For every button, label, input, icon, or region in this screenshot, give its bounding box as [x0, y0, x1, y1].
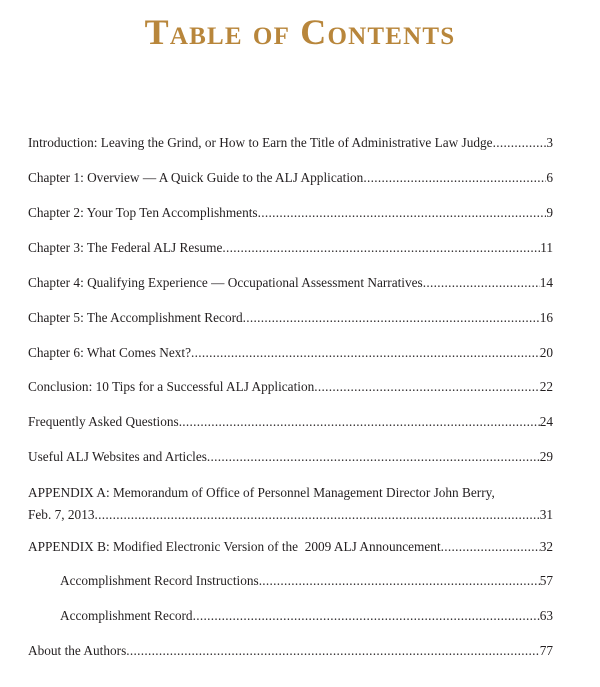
- toc-entry-title: Chapter 6: What Comes Next?: [28, 345, 191, 360]
- toc-entry-about-the-authors[interactable]: [28, 642, 553, 659]
- toc-entry-title: Chapter 3: The Federal ALJ Resume: [28, 240, 223, 255]
- dot-leader: [95, 506, 540, 523]
- toc-entry-faq[interactable]: [28, 413, 553, 430]
- page-title: Table of Contents: [144, 12, 456, 52]
- toc-entry-title: Chapter 4: Qualifying Experience — Occupational Assessment Narratives: [28, 275, 423, 290]
- dot-leader: [423, 274, 540, 291]
- toc-entry-chapter-3[interactable]: [28, 239, 553, 256]
- toc-entry-page: 9: [546, 205, 553, 220]
- dot-leader: [258, 204, 547, 221]
- table-of-contents: [28, 0, 553, 687]
- dot-leader: [179, 413, 540, 430]
- dot-leader: [259, 572, 540, 589]
- toc-entry-page: 57: [539, 573, 553, 588]
- toc-entry-chapter-6[interactable]: [28, 344, 553, 361]
- toc-entry-title: Accomplishment Record Instructions: [60, 573, 259, 588]
- toc-entry-title: Frequently Asked Questions: [28, 414, 179, 429]
- toc-entry-appendix-b[interactable]: [28, 538, 553, 555]
- toc-entry-title: Accomplishment Record: [60, 608, 193, 623]
- toc-entry-chapter-2[interactable]: [28, 204, 553, 221]
- toc-entry-page: 63: [539, 608, 553, 623]
- toc-entry-title-line2: Feb. 7, 2013: [28, 507, 95, 522]
- dot-leader: [207, 448, 540, 465]
- toc-entry-appendix-a[interactable]: [28, 484, 553, 523]
- toc-entry-title: Introduction: Leaving the Grind, or How to Earn the Title of Administrative Law Judge: [28, 135, 493, 150]
- toc-entry-title: Conclusion: 10 Tips for a Successful ALJ Application: [28, 379, 315, 394]
- toc-entry-chapter-4[interactable]: [28, 274, 553, 291]
- toc-entry-title: Chapter 2: Your Top Ten Accomplishments: [28, 205, 258, 220]
- dot-leader: [314, 378, 539, 395]
- toc-entry-title: Chapter 1: Overview — A Quick Guide to the ALJ Application: [28, 170, 364, 185]
- toc-entry-conclusion[interactable]: [28, 378, 553, 395]
- dot-leader: [441, 538, 540, 555]
- toc-entry-page: 16: [539, 310, 553, 325]
- toc-entry-title: Chapter 5: The Accomplishment Record: [28, 310, 243, 325]
- toc-entry-page: 6: [546, 170, 553, 185]
- toc-entry-page: 77: [539, 643, 553, 658]
- toc-entry-page: 20: [539, 345, 553, 360]
- toc-entry-title: About the Authors: [28, 643, 127, 658]
- dot-leader: [363, 169, 546, 186]
- toc-entry-title: Useful ALJ Websites and Articles: [28, 449, 207, 464]
- dot-leader: [243, 309, 540, 326]
- dot-leader: [193, 607, 540, 624]
- toc-entry-page: 24: [539, 414, 553, 429]
- toc-entry-page: 14: [539, 275, 553, 290]
- dot-leader: [493, 134, 547, 151]
- dot-leader: [126, 642, 539, 659]
- toc-entry-title-line1: APPENDIX A: Memorandum of Office of Personnel Management Director John Berry,: [28, 485, 495, 500]
- toc-entry-accomplishment-record[interactable]: [60, 607, 553, 624]
- toc-entry-title: APPENDIX B: Modified Electronic Version of the 2009 ALJ Announcement: [28, 539, 441, 554]
- toc-entry-introduction[interactable]: [28, 134, 553, 151]
- toc-entry-chapter-1[interactable]: [28, 169, 553, 186]
- toc-entry-chapter-5[interactable]: [28, 309, 553, 326]
- toc-entry-page: 29: [539, 449, 553, 464]
- toc-entry-page: 3: [546, 135, 553, 150]
- dot-leader: [222, 239, 540, 256]
- toc-entry-accomplishment-record-instructions[interactable]: [60, 572, 553, 589]
- dot-leader: [191, 344, 540, 361]
- toc-entry-page: 22: [539, 379, 553, 394]
- toc-entry-page: 31: [539, 507, 553, 522]
- toc-entry-useful-websites[interactable]: [28, 448, 553, 465]
- toc-entry-page: 11: [540, 240, 553, 255]
- toc-entry-page: 32: [539, 539, 553, 554]
